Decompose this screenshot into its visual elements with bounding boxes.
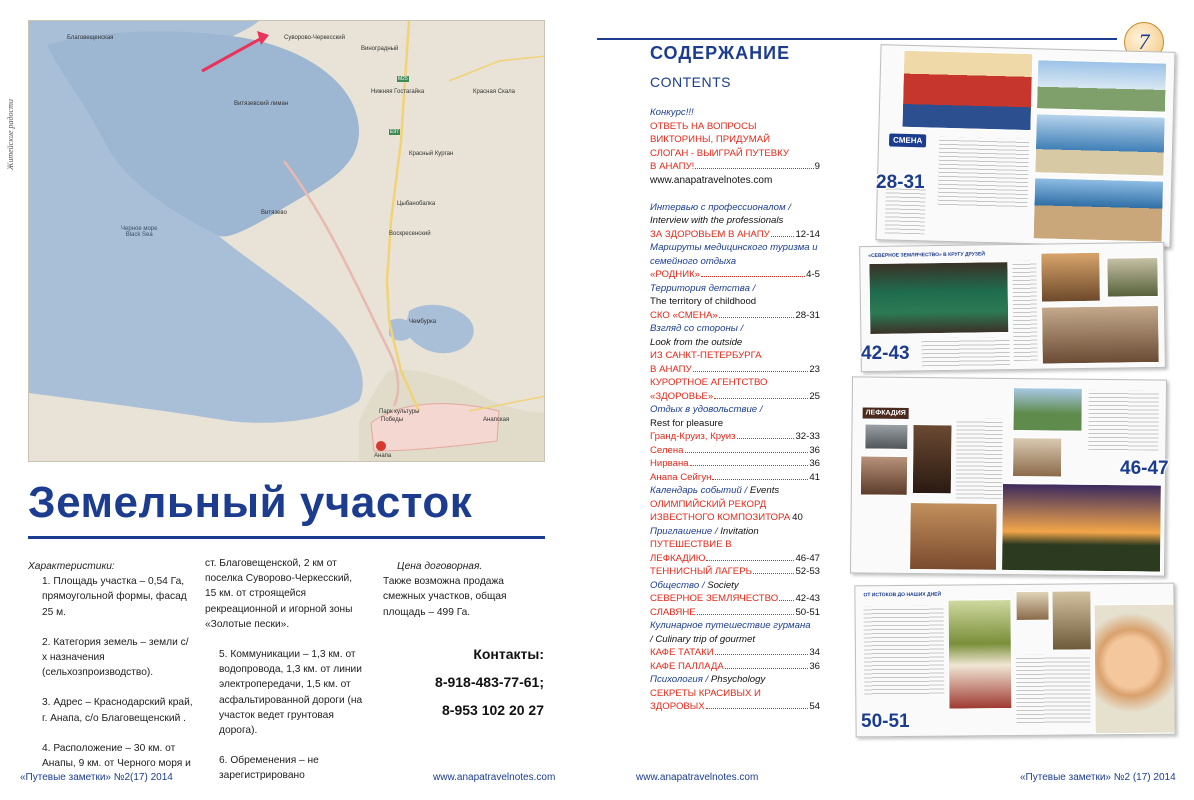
toc-entry-psychology[interactable] (650, 700, 820, 714)
toc-page-interview: 12-14 (795, 228, 820, 240)
toc-entry-tataki[interactable] (650, 646, 820, 660)
toc-page-contest: 9 (814, 161, 820, 172)
map-label-anapa: Анапа (374, 453, 392, 459)
map-label-gostagaika: Нижняя Гостагайка (371, 89, 425, 95)
map-label-chembury: Чембурка (409, 319, 437, 325)
toc-page-view: 23 (809, 363, 820, 375)
footer-magazine-right: «Путевые заметки» №2 (17) 2014 (1020, 772, 1176, 783)
page-number-badge: 7 (1124, 22, 1164, 62)
toc-page-seigun: 41 (809, 471, 820, 483)
toc-page-grand-cruise: 32-33 (795, 431, 820, 442)
toc-item-routes: «РОДНИК» (650, 269, 701, 280)
toc-page-pallada: 36 (809, 660, 820, 672)
plot-area: 1. Площадь участка – 0,54 Га, прямоугольной формы, фасад 25 м. (42, 576, 187, 618)
toc-category-view: Взгляд со стороны / (650, 323, 744, 334)
footer-magazine-left: «Путевые заметки» №2(17) 2014 (20, 772, 173, 783)
phone-2: 8-953 102 20 27 (442, 702, 544, 718)
map-road-m25: M25 (398, 76, 408, 82)
toc-category-rest: Отдых в удовольствие / (650, 404, 763, 415)
toc-item-contest-1[interactable]: ОТВЕТЬ НА ВОПРОСЫ (650, 120, 757, 132)
toc-item-tataki: КАФЕ ТАТАКИ (650, 647, 714, 658)
toc-category-contest: Конкурс!!! (650, 107, 694, 118)
thumb-pages-28-31: 28-31 (876, 172, 925, 193)
characteristics-column-2 (205, 556, 365, 799)
encumbrances: 6. Обременения – не зарегистрировано (219, 755, 319, 782)
toc-page-events: 40 (792, 512, 803, 523)
map-label-suvorovo: Суворово-Черкесский (284, 35, 345, 41)
title-underline (28, 536, 545, 539)
toc-category-childhood-en: The territory of childhood (650, 296, 757, 307)
toc-item-resort-2: «ЗДОРОВЬЕ» (650, 390, 714, 402)
toc-item-contest-3[interactable]: СЛОГАН - ВЫИГРАЙ ПУТЕВКУ (650, 147, 789, 159)
toc-entry-resort[interactable] (650, 390, 820, 404)
plot-location: 4. Расположение – 30 км. от Анапы, 9 км. от Черного моря и (42, 742, 191, 770)
contacts-heading: Контакты: (473, 646, 544, 662)
toc-category-culinary-en: / Culinary trip of gourmet (650, 633, 756, 645)
price-column (383, 559, 545, 635)
toc-item-psychology-2: ЗДОРОВЫХ (650, 701, 705, 712)
location-map (28, 20, 545, 462)
toc-entry-slavs[interactable] (650, 606, 820, 620)
toc-item-events-2: ИЗВЕСТНОГО КОМПОЗИТОРА (650, 512, 791, 523)
utilities: 5. Коммуникации – 1,3 км. от водопровода, 1,3 км. от линии электропередачи, 1,5 км. от асфальтированной дороги (на участок ведет грунтовая дорога). (219, 649, 363, 737)
article-title: Земельный участок (28, 478, 473, 527)
toc-page-psychology: 54 (809, 701, 820, 712)
map-label-black-sea-en: Black Sea (125, 232, 153, 238)
map-label-park: Парк культуры (379, 409, 420, 415)
toc-item-interview: ЗА ЗДОРОВЬЕМ В АНАПУ (650, 228, 770, 240)
toc-entry-childhood[interactable] (650, 309, 820, 323)
toc-entry-seigun[interactable] (650, 471, 820, 485)
toc-category-psychology: Психология / Phsychology (650, 674, 766, 685)
toc-page-selena: 36 (809, 444, 820, 456)
map-label-vityazevsky-liman: Витязевский лиман (234, 101, 289, 107)
map-label-voskresensky: Воскресенский (389, 231, 431, 237)
location-continued: ст. Благовещенской, 2 км от поселка Суворово-Черкесский, 15 км. от строящейся рекреационной и игорной зоны «Золотые пески». (205, 558, 353, 630)
toc-entry-view[interactable] (650, 363, 820, 377)
toc-item-pallada: КАФЕ ПАЛЛАДА (650, 660, 724, 672)
header-rule (597, 38, 1117, 40)
contents-title: СОДЕРЖАНИЕ (650, 43, 791, 63)
toc-item-slavs: СЛАВЯНЕ (650, 606, 696, 618)
toc-item-selena: Селена (650, 444, 684, 456)
price-note: Цена договорная. (397, 561, 483, 572)
toc-item-events-1[interactable]: ОЛИМПИЙСКИЙ РЕКОРД (650, 498, 767, 510)
toc-website[interactable]: www.anapatravelnotes.com (650, 174, 773, 186)
footer-website-left[interactable]: www.anapatravelnotes.com (433, 772, 556, 783)
toc-item-seigun: Анапа Сейгун (650, 471, 712, 483)
toc-item-grand-cruise: Гранд-Круиз, Круиз (650, 431, 736, 442)
adjacent-plots: Также возможна продажа смежных участков, общая площадь – 499 Га. (383, 576, 507, 618)
map-label-blagoveshchenskaya: Благовещенская (67, 35, 114, 41)
map-label-black-sea-ru: Черное море (121, 226, 158, 232)
toc-entry-events[interactable] (650, 511, 820, 525)
toc-category-culinary: Кулинарное путешествие гурмана (650, 620, 811, 631)
thumb-pages-42-43: 42-43 (861, 343, 910, 364)
toc-entry-grand-cruise[interactable] (650, 430, 820, 444)
map-road-e97: E97 (390, 129, 399, 135)
toc-category-invite: Приглашение / Invitation (650, 525, 759, 537)
toc-category-view-en: Look from the outside (650, 336, 743, 348)
thumb-pages-46-47: 46-47 (1120, 458, 1169, 479)
thumb-headline-42-43: «СЕВЕРНОЕ ЗЕМЛЯЧЕСТВО» В КРУГУ ДРУЗЕЙ (868, 251, 985, 260)
toc-entry-interview[interactable] (650, 228, 820, 242)
toc-item-invite-1[interactable]: ПУТЕШЕСТВИЕ В (650, 539, 732, 550)
toc-page-slavs: 50-51 (795, 606, 820, 618)
thumb-headline-50-51: ОТ ИСТОКОВ ДО НАШИХ ДНЕЙ (863, 591, 942, 599)
toc-category-childhood: Территория детства / (650, 282, 756, 294)
characteristics-column-1 (28, 559, 193, 786)
thumb-logo-smena: СМЕНА (889, 133, 927, 147)
toc-category-interview-en: Interview with the professionals (650, 215, 784, 226)
map-label-vinogradny: Виноградный (361, 46, 399, 52)
toc-item-view-1[interactable]: ИЗ САНКТ-ПЕТЕРБУРГА (650, 350, 762, 361)
toc-item-contest-4: В АНАПУ! (650, 161, 695, 172)
toc-item-childhood: СКО «СМЕНА» (650, 309, 718, 321)
map-label-black-sea (121, 226, 157, 238)
toc-entry-routes[interactable] (650, 268, 820, 282)
toc-item-psychology-1[interactable]: СЕКРЕТЫ КРАСИВЫХ И (650, 687, 761, 699)
toc-entry-invite[interactable] (650, 552, 820, 566)
map-label-krasnaya-skala: Красная Скала (473, 89, 515, 95)
section-side-tab: Житейские радости (6, 99, 15, 170)
toc-page-routes: 4-5 (806, 269, 820, 280)
spread-thumbnail-28-31[interactable] (875, 44, 1175, 248)
toc-item-tennis: ТЕННИСНЫЙ ЛАГЕРЬ (650, 566, 752, 577)
footer-website-right[interactable]: www.anapatravelnotes.com (636, 772, 759, 783)
map-label-tsybanobalka: Цыбанобалка (397, 201, 436, 207)
toc-page-tennis: 52-53 (795, 566, 820, 577)
toc-page-childhood: 28-31 (795, 309, 820, 321)
map-label-pobedy: Победы (381, 417, 404, 423)
map-label-anapskaya: Анапская (483, 417, 510, 423)
toc-entry-nirvana[interactable] (650, 457, 820, 471)
toc-entry-selena[interactable] (650, 444, 820, 458)
thumb-logo-lefkadia: ЛЕФКАДИЯ (863, 407, 909, 418)
plot-address: 3. Адрес – Краснодарский край, г. Анапа, с/о Благовещенский . (42, 697, 193, 724)
toc-page-resort: 25 (809, 390, 820, 402)
toc-category-society: Общество / Society (650, 579, 739, 591)
toc-item-resort-1[interactable]: КУРОРТНОЕ АГЕНТСТВО (650, 377, 768, 388)
map-graphic (29, 21, 545, 462)
toc-entry-tennis[interactable] (650, 565, 820, 579)
map-label-vityazevo: Витязево (261, 210, 287, 216)
toc-item-invite-2: ЛЕФКАДИЮ (650, 552, 706, 564)
toc-item-northern: СЕВЕРНОЕ ЗЕМЛЯЧЕСТВО (650, 593, 779, 604)
location-pin-icon (376, 441, 386, 451)
land-category: 2. Категория земель – земли с/х назначения (сельхозпроизводство). (42, 636, 189, 679)
toc-category-routes: Маршруты медицинского туризма и семейного отдыха (650, 242, 818, 267)
toc-page-northern: 42-43 (795, 593, 820, 604)
toc-page-invite: 46-47 (795, 552, 820, 564)
thumb-pages-50-51: 50-51 (861, 711, 910, 732)
toc-category-events: Календарь событий / Events (650, 485, 780, 496)
toc-entry-contest[interactable] (650, 160, 820, 174)
toc-page-tataki: 34 (809, 647, 820, 658)
toc-entry-pallada[interactable] (650, 660, 820, 674)
toc-page-nirvana: 36 (809, 458, 820, 469)
map-label-krasny-kurgan: Красный Курган (409, 151, 454, 157)
toc-item-view-2: В АНАПУ (650, 363, 692, 375)
toc-category-interview: Интервью с профессионалом / (650, 201, 791, 213)
contents-subtitle: CONTENTS (650, 74, 731, 90)
toc-item-nirvana: Нирвана (650, 458, 689, 469)
characteristics-heading: Характеристики: (28, 561, 115, 572)
toc-entry-northern[interactable] (650, 592, 820, 606)
table-of-contents (650, 106, 820, 714)
toc-item-contest-2[interactable]: ВИКТОРИНЫ, ПРИДУМАЙ (650, 134, 770, 145)
toc-category-rest-en: Rest for pleasure (650, 417, 724, 429)
phone-1: 8-918-483-77-61; (435, 674, 544, 690)
